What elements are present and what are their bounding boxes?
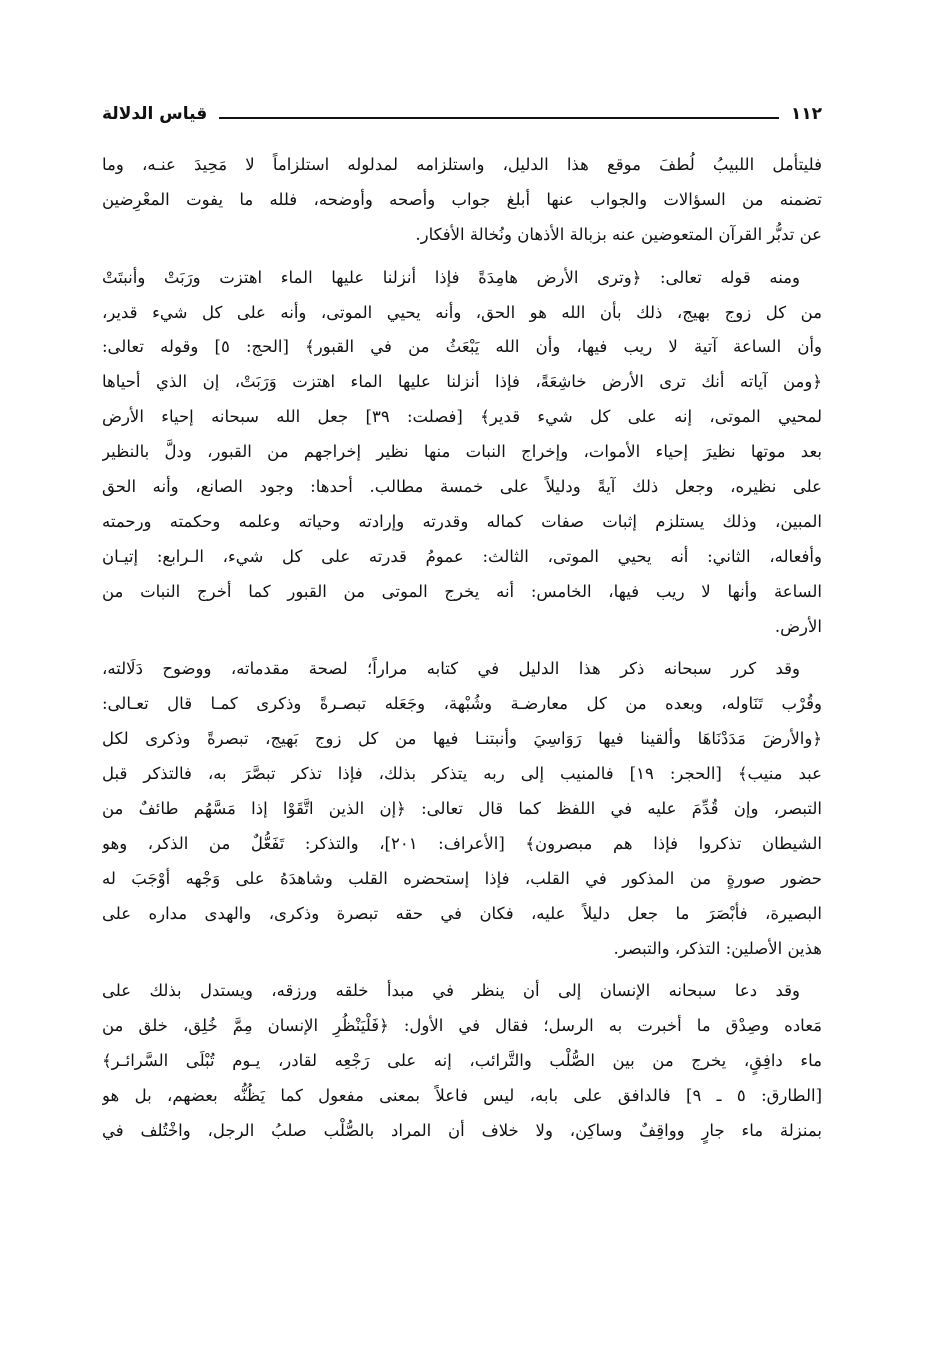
text-line: فليتأمل اللبيبُ لُطفَ موقع هذا الدليل، واستلزامه لمدلوله استلزاماً لا مَحِيدَ عنـه، وما: [102, 155, 822, 174]
text-line: وأفعاله، الثاني: أنه يحيي الموتى، الثالث: عمومُ قدرته على كل شيء، الـرابع: إتيـان: [102, 546, 822, 566]
text-line: وقد دعا سبحانه الإنسان إلى أن ينظر في مبدأ خلقه ورزقه، ويستدل بذلك على: [102, 981, 800, 1001]
text-line: البصيرة، فأبْصَرَ ما جعل دليلاً عليه، فكان في حقه تبصرة وذكرى، والهدى مداره على: [102, 903, 822, 923]
paragraph-gap: [102, 253, 822, 261]
text-line: حضور صورةٍ من المذكور في القلب، فإذا إستحضره القلب وشاهدَهُ على وَجْهه أوْجَبَ له: [102, 868, 822, 888]
text-line: عبد منيب﴾ [الحجر: ١٩] فالمنيب إلى ربه يتذكر بذلك، فإذا تذكر تبصَّرَ به، فالتذكر قبل: [102, 764, 822, 784]
text-line: [الطارق: ٥ ـ ٩] فالدافق على بابه، ليس فاعلاً بمعنى مفعول كما يَظُنُّه بعضهم، بل هو: [102, 1086, 822, 1106]
text-line: ﴿والأرضَ مَدَدْنَاهَا وألقينا فيها رَوَاسِيَ وأنبتنـا فيها من كل زوج بَهيج، تبصرةً وذكرى لكل: [102, 729, 822, 749]
body-text: [102, 148, 822, 1149]
text-line: وقُرْب تَنَاوله، وبعده من كل معارضـة وشُبْهة، وجَعَله تبصـرةً وذكرى كمـا قال تعـالى:: [102, 694, 822, 714]
text-line: بمنزلة ماء جارٍ وواقِفٌ وساكِن، ولا خلاف أن المراد بالصُّلْب صلبُ الرجل، واخْتُلف في: [102, 1121, 822, 1141]
text-line: المبين، وذلك يستلزم إثبات صفات كماله وقدرته وإرادته وحياته وعلمه وحكمته ورحمته: [102, 511, 822, 531]
running-header: [102, 98, 822, 130]
text-line: وقد كرر سبحانه ذكر هذا الدليل في كتابه مراراً؛ لصحة مقدماته، ووضوح دَلَالته،: [102, 659, 800, 679]
paragraph-gap: [102, 966, 822, 974]
text-line: الأرض.: [774, 616, 822, 636]
text-line: مَعاده وصِدْق ما أخبرت به الرسل؛ فقال في الأول: ﴿فَلْيَنْظُرِ الإنسان مِمَّ خُلِق، خلق من: [102, 1016, 822, 1036]
text-line: ﴿ومن آياته أنك ترى الأرض خاشِعَةً، فإذا أنزلنا عليها الماء اهتزت وَرَبَتْ، إن الذي أحياها: [102, 372, 822, 392]
running-title: قياس الدلالة: [102, 104, 208, 124]
text-line: التبصر، وإن قُدِّمَ عليه في اللفظ كما قال تعالى: ﴿إن الذين اتَّقَوْا إذا مَسَّهُم طائفٌ من: [102, 799, 822, 819]
paragraph-gap: [102, 644, 822, 652]
header-rule: [219, 117, 779, 119]
page-number: ١١٢: [790, 104, 822, 124]
text-line: من كل زوج بهيج، ذلك بأن الله هو الحق، وأنه يحيي الموتى، وأنه على كل شيء قدير،: [102, 302, 822, 322]
text-line: تضمنه من السؤالات والجواب عنها أبلغ جواب وأصحه وأوضحه، فلله ما يفوت المعْرِضين: [102, 189, 822, 209]
text-line: الساعة وأنها لا ريب فيها، الخامس: أنه يخرج الموتى من القبور كما أخرج النبات من: [102, 581, 822, 601]
text-line: عن تدبُّر القرآن المتعوضين عنه بزبالة الأذهان ونُخالة الأفكار.: [415, 224, 822, 244]
text-line: على نظيره، وجعل ذلك آيةً ودليلاً على خمسة مطالب. أحدها: وجود الصانع، وأنه الحق: [102, 477, 822, 497]
text-line: ماء دافِقٍ، يخرج من بين الصُّلْب والتَّرائب، إنه على رَجْعِه لقادر، يـوم تُبْلَى السَّرائـر﴾: [102, 1051, 822, 1071]
text-line: ومنه قوله تعالى: ﴿وترى الأرض هامِدَةً فإذا أنزلنا عليها الماء اهتزت ورَبَتْ وأنبتَتْ: [102, 267, 800, 287]
text-line: بعد موتها نظيرَ إحياء الأموات، وإخراج النبات منها نظير إخراجهم من القبور، ودلَّ بالنظير: [102, 442, 822, 462]
text-line: الشيطان تذكروا فإذا هم مبصرون﴾ [الأعراف: ٢٠١]، والتذكر: تَفَعُّلٌ من الذكر، وهو: [102, 833, 822, 853]
text-line: هذين الأصلين: التذكر، والتبصر.: [613, 938, 822, 958]
text-line: لمحيي الموتى، إنه على كل شيء قدير﴾ [فصلت: ٣٩] جعل الله سبحانه إحياء الأرض: [102, 407, 822, 427]
text-line: وأن الساعة آتية لا ريب فيها، وأن الله يَبْعَثُ من في القبور﴾ [الحج: ٥] وقوله تعالى:: [102, 337, 822, 357]
